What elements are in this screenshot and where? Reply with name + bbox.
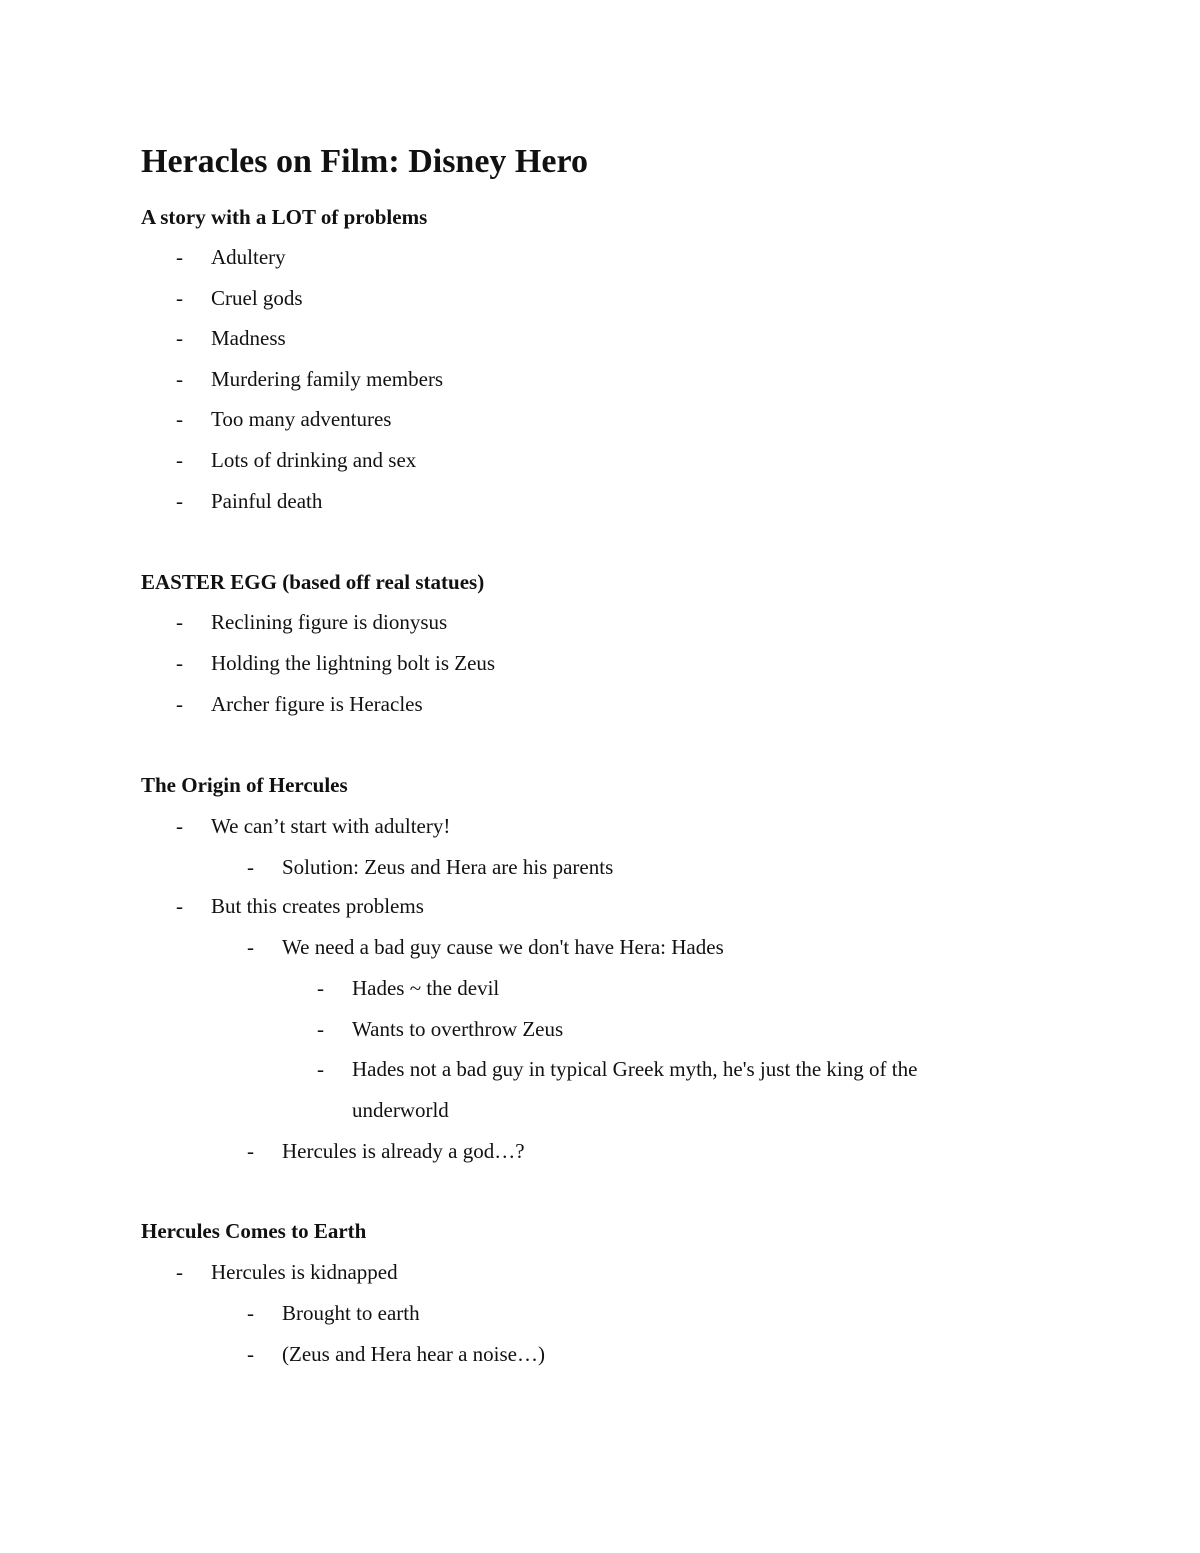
bullet-dash: -	[176, 407, 183, 431]
list-item-text: Archer figure is Heracles	[211, 692, 423, 716]
list-item-text: Adultery	[211, 245, 286, 269]
list-item-text: Hades ~ the devil	[352, 976, 500, 1000]
list-item-text: Hades not a bad guy in typical Greek myth, he's just the king of the	[352, 1057, 918, 1081]
bullet-dash: -	[317, 976, 324, 1000]
bullet-dash: -	[247, 1139, 254, 1163]
list-item-text: Wants to overthrow Zeus	[352, 1017, 564, 1041]
list-item-text: Too many adventures	[211, 407, 392, 431]
list-item-text: Brought to earth	[282, 1301, 420, 1325]
list-item-text: (Zeus and Hera hear a noise…)	[282, 1342, 545, 1366]
bullet-dash: -	[176, 894, 183, 918]
bullet-dash: -	[176, 610, 183, 634]
bullet-dash: -	[176, 326, 183, 350]
bullet-dash: -	[247, 1342, 254, 1366]
list-item-text: Reclining figure is dionysus	[211, 610, 448, 634]
bullet-dash: -	[317, 1017, 324, 1041]
bullet-dash: -	[176, 286, 183, 310]
bullet-dash: -	[176, 1260, 183, 1284]
list-item-text: Murdering family members	[211, 367, 444, 391]
section-heading-origin: The Origin of Hercules	[141, 773, 348, 797]
bullet-dash: -	[176, 692, 183, 716]
bullet-dash: -	[176, 814, 183, 838]
bullet-dash: -	[176, 367, 183, 391]
list-item-text: underworld	[352, 1098, 449, 1122]
list-item-text: Hercules is kidnapped	[211, 1260, 398, 1284]
list-item-text: Holding the lightning bolt is Zeus	[211, 651, 496, 675]
section-heading-easter-egg: EASTER EGG (based off real statues)	[141, 570, 485, 594]
list-item-text: Cruel gods	[211, 286, 303, 310]
bullet-dash: -	[247, 935, 254, 959]
list-item-text: Solution: Zeus and Hera are his parents	[282, 855, 614, 879]
bullet-dash: -	[176, 489, 183, 513]
section-heading-problems: A story with a LOT of problems	[141, 205, 428, 229]
bullet-dash: -	[176, 651, 183, 675]
list-item-text: Painful death	[211, 489, 323, 513]
document-title: Heracles on Film: Disney Hero	[141, 143, 588, 180]
section-heading-comes-to-earth: Hercules Comes to Earth	[141, 1219, 367, 1243]
bullet-dash: -	[247, 855, 254, 879]
list-item-text: We can’t start with adultery!	[211, 814, 451, 838]
list-item-text: But this creates problems	[211, 894, 424, 918]
list-item-text: We need a bad guy cause we don't have Hera: Hades	[282, 935, 724, 959]
bullet-dash: -	[176, 245, 183, 269]
list-item-text: Madness	[211, 326, 286, 350]
bullet-dash: -	[176, 448, 183, 472]
list-item-text: Hercules is already a god…?	[282, 1139, 525, 1163]
bullet-dash: -	[247, 1301, 254, 1325]
bullet-dash: -	[317, 1057, 324, 1081]
list-item-text: Lots of drinking and sex	[211, 448, 417, 472]
